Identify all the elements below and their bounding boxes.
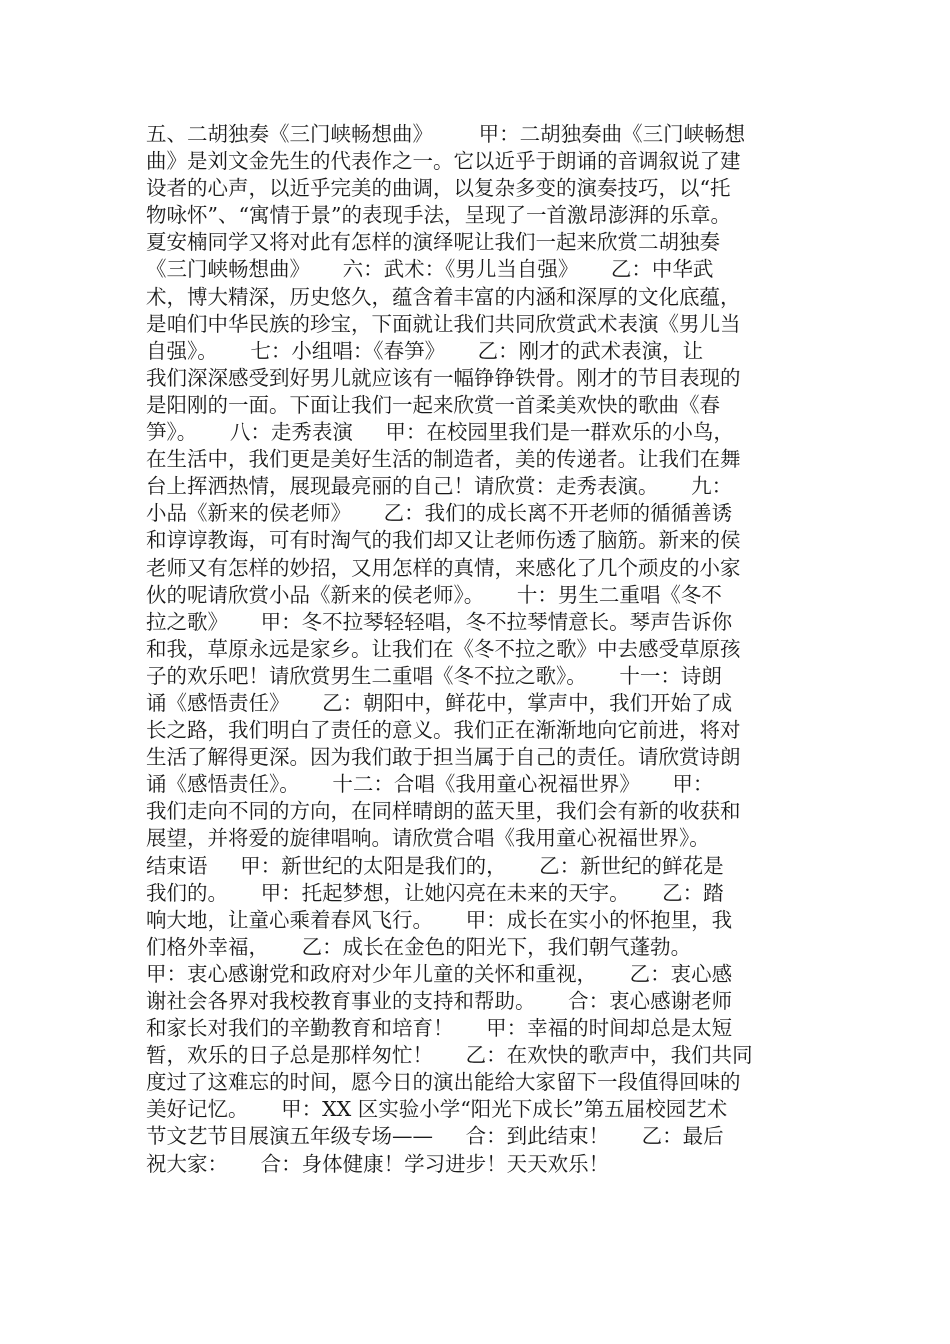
text-line: 美好记忆。 甲：XX 区实验小学“阳光下成长”第五届校园艺术 xyxy=(146,1097,728,1122)
text-line: 拉之歌》 甲：冬不拉琴轻轻唱，冬不拉琴情意长。琴声告诉你 xyxy=(146,609,733,634)
text-line: 笋》。 八：走秀表演 甲：在校园里我们是一群欢乐的小鸟， xyxy=(146,420,734,445)
text-line: 我们走向不同的方向，在同样晴朗的蓝天里，我们会有新的收获和 xyxy=(146,799,741,824)
text-line: 诵《感悟责任》。 十二：合唱《我用童心祝福世界》 甲： xyxy=(146,772,714,797)
text-line: 暂，欢乐的日子总是那样匆忙！ 乙：在欢快的歌声中，我们共同 xyxy=(146,1043,753,1068)
text-line: 们格外幸福， 乙：成长在金色的阳光下，我们朝气蓬勃。 xyxy=(146,934,692,959)
text-line: 谢社会各界对我校教育事业的支持和帮助。 合：衷心感谢老师 xyxy=(146,989,733,1013)
text-line: 设者的心声，以近乎完美的曲调，以复杂多变的演奏技巧，以“托 xyxy=(146,176,731,201)
text-line: 长之路，我们明白了责任的意义。我们正在渐渐地向它前进，将对 xyxy=(146,718,741,743)
text-line: 在生活中，我们更是美好生活的制造者，美的传递者。让我们在舞 xyxy=(146,447,741,472)
text-line: 子的欢乐吧！请欣赏男生二重唱《冬不拉之歌》。 十一：诗朗 xyxy=(146,663,722,688)
document-body-text xyxy=(146,121,810,1178)
text-line: 是咱们中华民族的珍宝，下面就让我们共同欣赏武术表演《男儿当 xyxy=(146,311,741,336)
text-line: 术，博大精深，历史悠久，蕴含着丰富的内涵和深厚的文化底蕴， xyxy=(146,284,741,309)
text-line: 和我，草原永远是家乡。让我们在《冬不拉之歌》中去感受草原孩 xyxy=(146,636,741,661)
text-line: 曲》是刘文金先生的代表作之一。它以近乎于朗诵的音调叙说了建 xyxy=(146,149,741,174)
text-line: 节文艺节目展演五年级专场—— 合：到此结束！ 乙：最后 xyxy=(146,1124,724,1149)
text-line: 甲：衷心感谢党和政府对少年儿童的关怀和重视， 乙：衷心感 xyxy=(146,961,733,986)
text-line: 结束语 甲：新世纪的太阳是我们的， 乙：新世纪的鲜花是 xyxy=(146,853,724,878)
text-line: 诵《感悟责任》 乙：朝阳中，鲜花中，掌声中，我们开始了成 xyxy=(146,690,733,715)
text-line: 展望，并将爱的旋律唱响。请欣赏合唱《我用童心祝福世界》。 xyxy=(146,826,710,851)
text-line: 自强》。 七：小组唱：《春笋》 乙：刚才的武术表演，让 xyxy=(146,338,704,363)
text-line: 祝大家： 合：身体健康！学习进步！天天欢乐！ xyxy=(146,1151,610,1176)
text-line: 是阳刚的一面。下面让我们一起来欣赏一首柔美欢快的歌曲《春 xyxy=(146,392,720,417)
text-line: 生活了解得更深。因为我们敢于担当属于自己的责任。请欣赏诗朗 xyxy=(146,745,741,770)
text-line: 伙的呢请欣赏小品《新来的侯老师》。 十：男生二重唱《冬不 xyxy=(146,582,722,607)
text-line: 台上挥洒热情，展现最亮丽的自己！请欣赏：走秀表演。 九： xyxy=(146,474,733,499)
text-line: 《三门峡畅想曲》 六：武术：《男儿当自强》 乙：中华武 xyxy=(146,257,714,282)
text-line: 度过了这难忘的时间，愿今日的演出能给大家留下一段值得回味的 xyxy=(146,1070,741,1095)
text-line: 我们深深感受到好男儿就应该有一幅铮铮铁骨。刚才的节目表现的 xyxy=(146,365,741,390)
text-line: 五、二胡独奏《三门峡畅想曲》 甲：二胡独奏曲《三门峡畅想 xyxy=(146,122,746,146)
text-line: 老师又有怎样的妙招，又用怎样的真情，来感化了几个顽皮的小家 xyxy=(146,555,741,580)
text-line: 物咏怀”、“寓情于景”的表现手法，呈现了一首激昂澎湃的乐章。 xyxy=(146,203,731,228)
text-line: 我们的。 甲：托起梦想，让她闪亮在未来的天宇。 乙：踏 xyxy=(146,880,724,905)
text-line: 响大地，让童心乘着春风飞行。 甲：成长在实小的怀抱里，我 xyxy=(146,907,733,932)
text-line: 小品《新来的侯老师》 乙：我们的成长离不开老师的循循善诱 xyxy=(146,501,733,526)
text-line: 和谆谆教诲，可有时淘气的我们却又让老师伤透了脑筋。新来的侯 xyxy=(146,528,741,553)
text-line: 夏安楠同学又将对此有怎样的演绎呢让我们一起来欣赏二胡独奏 xyxy=(146,230,720,255)
text-line: 和家长对我们的辛勤教育和培育！ 甲：幸福的时间却总是太短 xyxy=(146,1016,733,1041)
